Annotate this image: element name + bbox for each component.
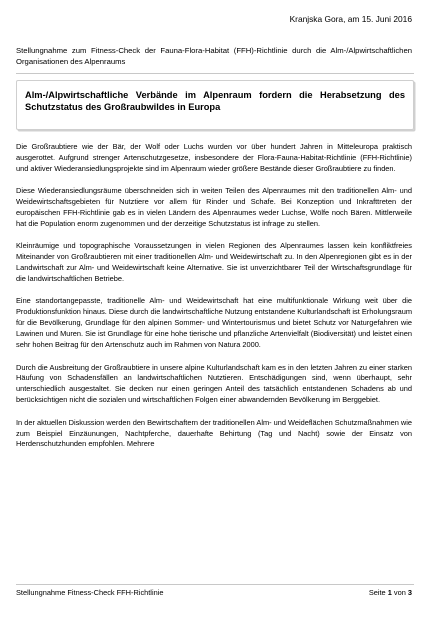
paragraph: Durch die Ausbreitung der Großraubtiere in unsere alpine Kulturlandschaft kam es in den letzten Jahren zu einer starken Häufung von Schadensfällen an landwirtschaftlichen Nutztieren. Entschädigungen sind, wenn überhaupt, sehr unterschiedlich ausgestaltet. Sie decken nur einen geringen Anteil des tatsächlich entstandenen Schadens ab und berücksichtigen nicht die sozialen und wirtschaftlichen Folgen einer abwandernden Bevölkerung im Berggebiet.	[16, 362, 412, 405]
page-number	[369, 588, 412, 598]
paragraph: Die Großraubtiere wie der Bär, der Wolf oder Luchs wurden vor über hundert Jahren in Mitteleuropa praktisch ausgerottet. Aufgrund strenger Artenschutzgesetze, insbesondere der Flora-Fauna-Habitat-Richtlinie (FFH-Richtlinie) und aktiver Wiederansiedlungsprojekte sind im Alpenraum wieder größere Bestände dieser Großraubtiere zu finden.	[16, 142, 412, 173]
divider	[16, 73, 414, 74]
title-box	[16, 80, 414, 130]
document-title: Alm-/Alpwirtschaftliche Verbände im Alpenraum fordern die Herabsetzung des Schutzstatus des Großraubwildes in Europa	[25, 90, 405, 112]
paragraph: Kleinräumige und topographische Voraussetzungen in vielen Regionen des Alpenraumes lassen kein konfliktfreies Miteinander von Großraubtieren mit einer traditionellen Alm- und Weidewirtschaft zu. In den Alpenregionen gibt es in der Landwirtschaft zur Alm- und Weidewirtschaft keine Alternative. Sie ist unverzichtbarer Teil der Wirtschaftsgrundlage für die landwirtschaftlichen Betriebe.	[16, 241, 412, 284]
footer-title: Stellungnahme Fitness-Check FFH-Richtlinie	[16, 588, 164, 597]
place-date: Kranjska Gora, am 15. Juni 2016	[289, 14, 412, 24]
paragraph: In der aktuellen Diskussion werden den Bewirtschaftern der traditionellen Alm- und Weideflächen Schutzmaßnahmen wie zum Beispiel Einzäunungen, Nachtpferche, dauerhafte Behirtung (Tag und Nacht) sowie der Einsatz von Herdenschutzhunden empfohlen. Mehrere	[16, 417, 412, 449]
page-label: Seite	[368, 588, 388, 597]
intro-text: Stellungnahme zum Fitness-Check der Fauna-Flora-Habitat (FFH)-Richtlinie durch die Alm-/Alpwirtschaftlichen Organisationen des Alpenraums	[16, 46, 412, 66]
page-of-label: von	[391, 588, 408, 597]
footer-divider	[16, 584, 414, 585]
page-current: 1	[387, 588, 392, 597]
paragraph: Diese Wiederansiedlungsräume überschneiden sich in weiten Teilen des Alpenraumes mit den traditionellen Alm- und Weidewirtschaftsgebieten für Nutztiere vor allem für Rinder und Schafe. Bei Konzeption und Inkrafttreten der europäischen FFH-Richtlinie gab es in vielen Ländern des Alpenraumes weder Luchse, Wölfe noch Bären. Mittlerweile hat die Population enorm zugenommen und der derzeitige Schutzstatus ist infrage zu stellen.	[16, 186, 412, 228]
body-text	[16, 142, 412, 462]
page-total: 3	[407, 588, 412, 597]
paragraph: Eine standortangepasste, traditionelle Alm- und Weidewirtschaft hat eine multifunktionale Wirkung weit über die Produktionsfunktion hinaus. Diese durch die landwirtschaftliche Nutzung entstandene Kulturlandschaft ist Erholungsraum für die Bevölkerung, Grundlage für den alpinen Sommer- und Wintertourismus und bietet Schutz vor Naturgefahren wie Lawinen und Muren. Sie ist Grundlage für eine hohe tierische und pflanzliche Artenvielfalt (Biodiversität) und leistet einen sehr hohen Beitrag für den Artenschutz auch im Rahmen von Natura 2000.	[16, 296, 412, 350]
